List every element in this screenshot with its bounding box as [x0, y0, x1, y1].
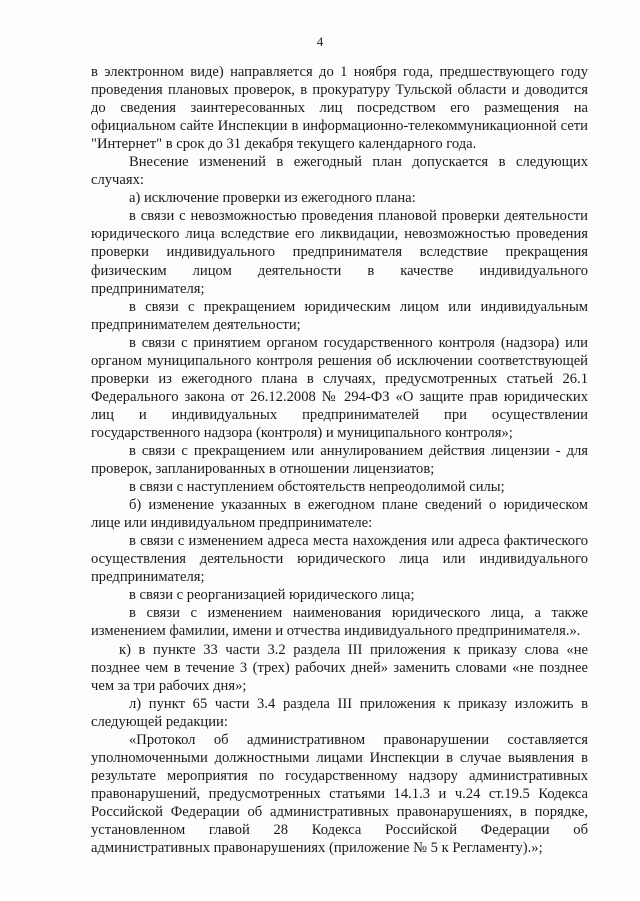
paragraph: «Протокол об административном правонарушении составляется уполномоченными должностными лицами Инспекции в случае выявления в результате мероприятия по государственному надзору административных правонарушений, предусмотренных статьями 14.1.3 и ч.24 ст.19.5 Кодекса Российской Федерации об административных правонарушениях, в порядке, установленном главой 28 Кодекса Российской Федерации об административных правонарушениях (приложение № 5 к Регламенту).»;	[91, 731, 588, 857]
paragraph: в связи с реорганизацией юридического лица;	[129, 587, 415, 604]
paragraph: л) пункт 65 части 3.4 раздела III приложения к приказу изложить в следующей редакции:	[91, 695, 588, 730]
paragraph: в связи с принятием органом государственного контроля (надзора) или органом муниципального контроля решения об исключении соответствующей проверки из ежегодного плана в случаях, предусмотренных статьей 26.1 Федерального закона от 26.12.2008 № 294-ФЗ «О защите прав юридических лиц и индивидуальных предпринимателей при осуществлении государственного надзора (контроля) и муниципального контроля»;	[91, 334, 588, 441]
paragraph: в связи с изменением адреса места нахождения или адреса фактического осуществления деятельности юридического лица или индивидуального предпринимателя;	[91, 533, 588, 586]
paragraph: в связи с невозможностью проведения плановой проверки деятельности юридического лица вследствие его ликвидации, невозможностью проведения проверки индивидуального предпринимателя вследствие прекращения физическим лицом деятельности в качестве индивидуального предпринимателя;	[91, 208, 588, 297]
paragraph: а) исключение проверки из ежегодного плана:	[129, 190, 416, 207]
document-body	[91, 63, 588, 857]
paragraph: б) изменение указанных в ежегодном плане сведений о юридическом лице или индивидуальном предпринимателе:	[91, 497, 588, 532]
paragraph: в связи с наступлением обстоятельств непреодолимой силы;	[129, 479, 505, 496]
paragraph: к) в пункте 33 части 3.2 раздела III приложения к приказу слова «не позднее чем в течение 3 (трех) рабочих дней» заменить словами «не позднее чем за три рабочих дня»;	[91, 641, 588, 694]
paragraph: в электронном виде) направляется до 1 ноября года, предшествующего году проведения плановых проверок, в прокуратуру Тульской области и доводится до сведения заинтересованных лиц посредством его размещения на официальном сайте Инспекции в информационно-телекоммуникационной сети "Интернет" в срок до 31 декабря текущего календарного года.	[91, 64, 588, 153]
paragraph: в связи с изменением наименования юридического лица, а также изменением фамилии, имени и отчества индивидуального предпринимателя.».	[91, 605, 588, 640]
paragraph: в связи с прекращением или аннулированием действия лицензии - для проверок, запланированных в отношении лицензиатов;	[91, 442, 588, 478]
page-number: 4	[316, 34, 324, 49]
paragraph: Внесение изменений в ежегодный план допускается в следующих случаях:	[91, 154, 588, 189]
paragraph: в связи с прекращением юридическим лицом или индивидуальным предпринимателем деятельности;	[91, 298, 588, 333]
